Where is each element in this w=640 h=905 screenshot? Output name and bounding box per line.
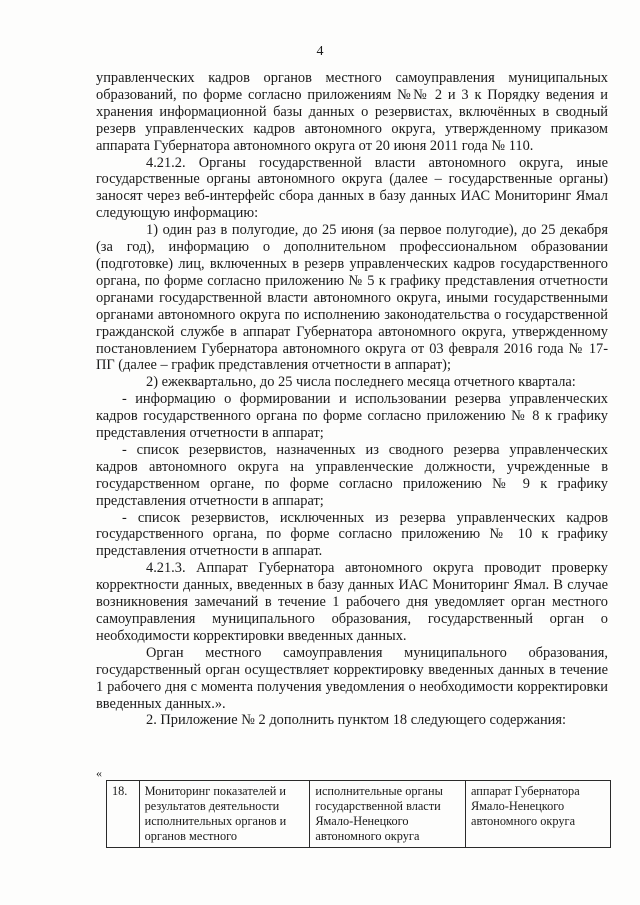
row-controller: аппарат Губернатора Ямало-Ненецкого автономного округа [465,781,610,848]
paragraph: 2. Приложение № 2 дополнить пунктом 18 следующего содержания: [146,712,566,729]
opening-quote: « [96,766,102,780]
paragraph: Орган местного самоуправления муниципального образования, государственный орган осуществляет корректировку введенных данных в течение 1 рабочего дня с момента получения уведомления о необходимости корректировки введенных данных.». [96,644,608,712]
page-number: 4 [316,44,324,59]
paragraph: 4.21.2. Органы государственной власти автономного округа, иные государственные органы автономного округа (далее – государственные органы) заносят через веб-интерфейс сбора данных в базу данных ИАС Мониторинг Ямал следующую информацию: [96,154,608,222]
document-body [96,70,608,729]
list-item: - список резервистов, исключенных из резерва управленческих кадров государственного органа, по форме согласно приложению № 10 к графику представления отчетности в аппарат. [96,509,608,560]
row-executors: исполнительные органы государственной власти Ямало-Ненецкого автономного округа [310,781,466,848]
paragraph: 4.21.3. Аппарат Губернатора автономного округа проводит проверку корректности данных, введенных в базу данных ИАС Мониторинг Ямал. В случае возникновения замечаний в течение 1 рабочего дня уведомляет орган местного самоуправления муниципального образования, государственный орган о необходимости корректировки введенных данных. [96,560,608,644]
paragraph: 1) один раз в полугодие, до 25 июня (за первое полугодие), до 25 декабря (за год), информацию о дополнительном профессиональном образовании (подготовке) лиц, включенных в резерв управленческих кадров государственного органа, по форме согласно приложению № 5 к графику представления отчетности органами государственной власти автономного округа, иными государственными органами автономного округа по исполнению законодательства о государственной гражданской службе в аппарат Губернатора автономного округа, утвержденному постановлением Губернатора автономного округа от 03 февраля 2016 года № 17-ПГ (далее – график представления отчетности в аппарат); [96,222,608,374]
paragraph: управленческих кадров органов местного самоуправления муниципальных образований, по форме согласно приложениям №№ 2 и 3 к Порядку ведения и хранения информационной базы данных о резервистах, включённых в сводный резерв управленческих кадров автономного округа, утвержденному приказом аппарата Губернатора автономного округа от 20 июня 2011 года № 110. [96,70,608,154]
addendum-table [106,780,611,848]
list-item: - список резервистов, назначенных из сводного резерва управленческих кадров автономного округа на управленческие должности, учрежденные в государственном органе, по форме согласно приложению № 9 к графику представления отчетности в аппарат; [96,441,608,509]
paragraph: 2) ежеквартально, до 25 числа последнего месяца отчетного квартала: [146,374,576,391]
row-number: 18. [107,781,140,848]
table-row [107,781,611,848]
list-item: - информацию о формировании и использовании резерва управленческих кадров государственного органа по форме согласно приложению № 8 к графику представления отчетности в аппарат; [96,391,608,442]
row-name: Мониторинг показателей и результатов деятельности исполнительных органов и органов местного [139,781,310,848]
